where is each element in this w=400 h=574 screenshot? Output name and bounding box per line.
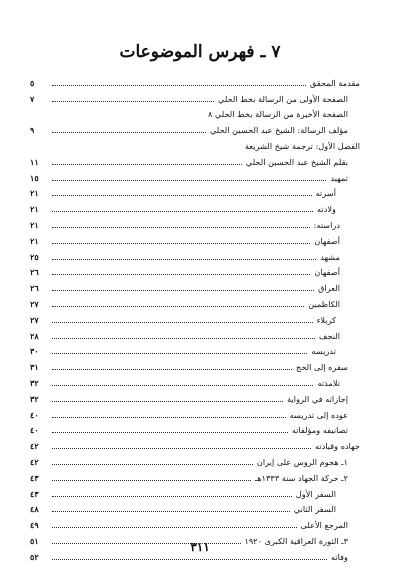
toc-entry-title: ٢ـ حركة الجهاد سنة ١٣٣٣هـ xyxy=(254,472,348,483)
dot-leader xyxy=(52,400,283,402)
dot-leader xyxy=(52,289,314,291)
toc-entry xyxy=(30,246,360,262)
toc-entry xyxy=(30,151,360,167)
toc-entry-page: ٣١ xyxy=(30,362,39,373)
dot-leader xyxy=(52,194,312,196)
toc-entry xyxy=(30,104,360,120)
dot-leader xyxy=(52,526,297,528)
dot-leader xyxy=(52,226,310,228)
dot-leader xyxy=(52,84,306,86)
toc-entry-title: جهاده وقيادته xyxy=(314,441,360,452)
toc-entry-title: العراق xyxy=(318,283,340,294)
toc-entry xyxy=(30,167,360,183)
toc-entry xyxy=(30,372,360,388)
toc-entry-page: ٢٦ xyxy=(30,283,39,294)
toc-entry-page: ٤٠ xyxy=(30,425,39,436)
toc-entry-page: ٢١ xyxy=(30,219,39,230)
toc-entry-page: ٤٩ xyxy=(30,520,39,531)
toc-entry xyxy=(30,483,360,499)
toc-entry-page: ٩ xyxy=(30,125,35,136)
dot-leader xyxy=(52,321,313,323)
toc-entry-title: الكاظمين xyxy=(308,298,340,309)
toc-entry xyxy=(30,277,360,293)
toc-entry-page: ٢١ xyxy=(30,235,39,246)
toc-entry-title: مشهد xyxy=(320,251,340,262)
toc-entry xyxy=(30,214,360,230)
toc-entry-page: ٤٠ xyxy=(30,409,39,420)
dot-leader xyxy=(52,210,313,212)
toc-entry xyxy=(30,198,360,214)
dot-leader xyxy=(52,131,206,133)
toc-entry-title: تصانيفه ومؤلفاته xyxy=(291,425,348,436)
toc-entry xyxy=(30,467,360,483)
dot-leader xyxy=(52,163,242,165)
toc-entry-page: ٢٨ xyxy=(30,330,39,341)
dot-leader xyxy=(52,242,310,244)
toc-entry xyxy=(30,72,360,88)
toc-entry xyxy=(30,514,360,530)
dot-leader xyxy=(52,495,292,497)
toc-entry xyxy=(30,183,360,199)
dot-leader xyxy=(52,258,316,260)
toc-entry-title: السفر الأول xyxy=(295,488,336,499)
toc-entry-title: إجازاته في الرواية xyxy=(287,393,348,404)
toc-entry xyxy=(30,230,360,246)
dot-leader xyxy=(52,352,307,354)
toc-entry-page: ٥ xyxy=(30,77,35,88)
toc-entry xyxy=(30,119,360,135)
toc-entry xyxy=(30,325,360,341)
toc-entry-title: أصفهان xyxy=(314,267,340,278)
dot-leader xyxy=(52,179,326,181)
toc-entry-page: ٣٢ xyxy=(30,377,39,388)
toc-entry-page: ٢١ xyxy=(30,204,39,215)
toc-entry xyxy=(30,451,360,467)
toc-entry-title: ١ـ هجوم الروس على إيران xyxy=(256,456,348,467)
toc-entry-title: أسرته xyxy=(315,188,336,199)
toc-entry xyxy=(30,341,360,357)
toc-entry-title: مؤلف الرسالة: الشيخ عبد الحسين الحلي xyxy=(209,125,348,136)
toc-entry xyxy=(30,356,360,372)
toc-entry-title: ٣ـ الثورة العراقية الكبرى ١٩٢٠ xyxy=(244,535,348,546)
dot-leader xyxy=(52,510,290,512)
toc-entry-page: ٢١ xyxy=(30,188,39,199)
toc-entry-title: بقلم الشيخ عبد الحسين الحلي xyxy=(245,156,348,167)
toc-entry-title: وفاته xyxy=(330,551,348,562)
toc-entry-page: ١١ xyxy=(30,156,39,167)
dot-leader xyxy=(52,384,313,386)
toc-entry-title: مقدمة المحقق xyxy=(310,77,360,88)
toc-entry-page: ٢٧ xyxy=(30,298,39,309)
toc-entry xyxy=(30,435,360,451)
toc-entry xyxy=(30,420,360,436)
toc-entry-page: ٣٢ xyxy=(30,393,39,404)
toc-entry-page: ٢٥ xyxy=(30,251,39,262)
toc-entry-title: الصفحة الأخيرة من الرسالة بخط الحلي ٨ xyxy=(207,109,348,120)
toc-entry-title: تدريسه xyxy=(311,346,336,357)
dot-leader xyxy=(52,558,327,560)
toc-entry-page: ٢٦ xyxy=(30,267,39,278)
toc-entry-title: دراسته: xyxy=(313,219,340,230)
toc-entry xyxy=(30,88,360,104)
dot-leader xyxy=(52,416,286,418)
toc-entry-page: ٤٣ xyxy=(30,472,39,483)
dot-leader xyxy=(52,447,311,449)
dot-leader xyxy=(52,337,315,339)
toc-entry-title: كربلاء xyxy=(316,314,336,325)
page-title: ٧ ـ فهرس الموضوعات xyxy=(119,42,281,62)
toc-entry-title: الفصل الأول: ترجمة شيخ الشريعة xyxy=(244,140,360,151)
toc-entry xyxy=(30,135,360,151)
dot-leader xyxy=(52,100,214,102)
toc-entry-title: النجف xyxy=(318,330,340,341)
toc-entry xyxy=(30,293,360,309)
page-number: ٣١١ xyxy=(190,540,210,554)
toc-entry-title: السفر الثاني xyxy=(293,504,336,515)
toc-entry xyxy=(30,388,360,404)
toc-entry-page: ٣٠ xyxy=(30,346,39,357)
toc-entry-title: الصفحة الأولى من الرسالة بخط الحلي xyxy=(218,93,348,104)
dot-leader xyxy=(52,431,288,433)
dot-leader xyxy=(52,273,310,275)
toc-entry-title: المرجع الأعلى xyxy=(300,520,348,531)
toc-entry-page: ٤٢ xyxy=(30,456,39,467)
toc-entry-page: ٤٣ xyxy=(30,488,39,499)
toc-entry-title: تلامذته xyxy=(317,377,340,388)
toc-entry xyxy=(30,309,360,325)
toc-entry-page: ١٥ xyxy=(30,172,39,183)
dot-leader xyxy=(52,148,241,149)
toc-entry-title: ولادته xyxy=(317,204,336,215)
toc-entry-title: سفره إلى الحج xyxy=(296,362,348,373)
toc-entry-page: ٧ xyxy=(30,93,35,104)
dot-leader xyxy=(52,368,292,370)
toc-entry-page: ٢٧ xyxy=(30,314,39,325)
dot-leader xyxy=(52,116,204,117)
toc-entry-page: ٥١ xyxy=(30,535,39,546)
toc-entry-title: تمهيد xyxy=(330,172,348,183)
toc-entry xyxy=(30,499,360,515)
dot-leader xyxy=(52,305,304,307)
toc-entry-page: ٥٢ xyxy=(30,551,39,562)
toc-entry xyxy=(30,262,360,278)
dot-leader xyxy=(52,479,251,481)
toc-entry-title: عوده إلى تدريسه xyxy=(289,409,348,420)
dot-leader xyxy=(52,463,253,465)
toc-entry-page: ٤٢ xyxy=(30,441,39,452)
toc-entry-page: ٤٨ xyxy=(30,504,39,515)
toc-entry xyxy=(30,404,360,420)
toc-entry-title: أصفهان xyxy=(314,235,340,246)
table-of-contents xyxy=(30,72,360,562)
